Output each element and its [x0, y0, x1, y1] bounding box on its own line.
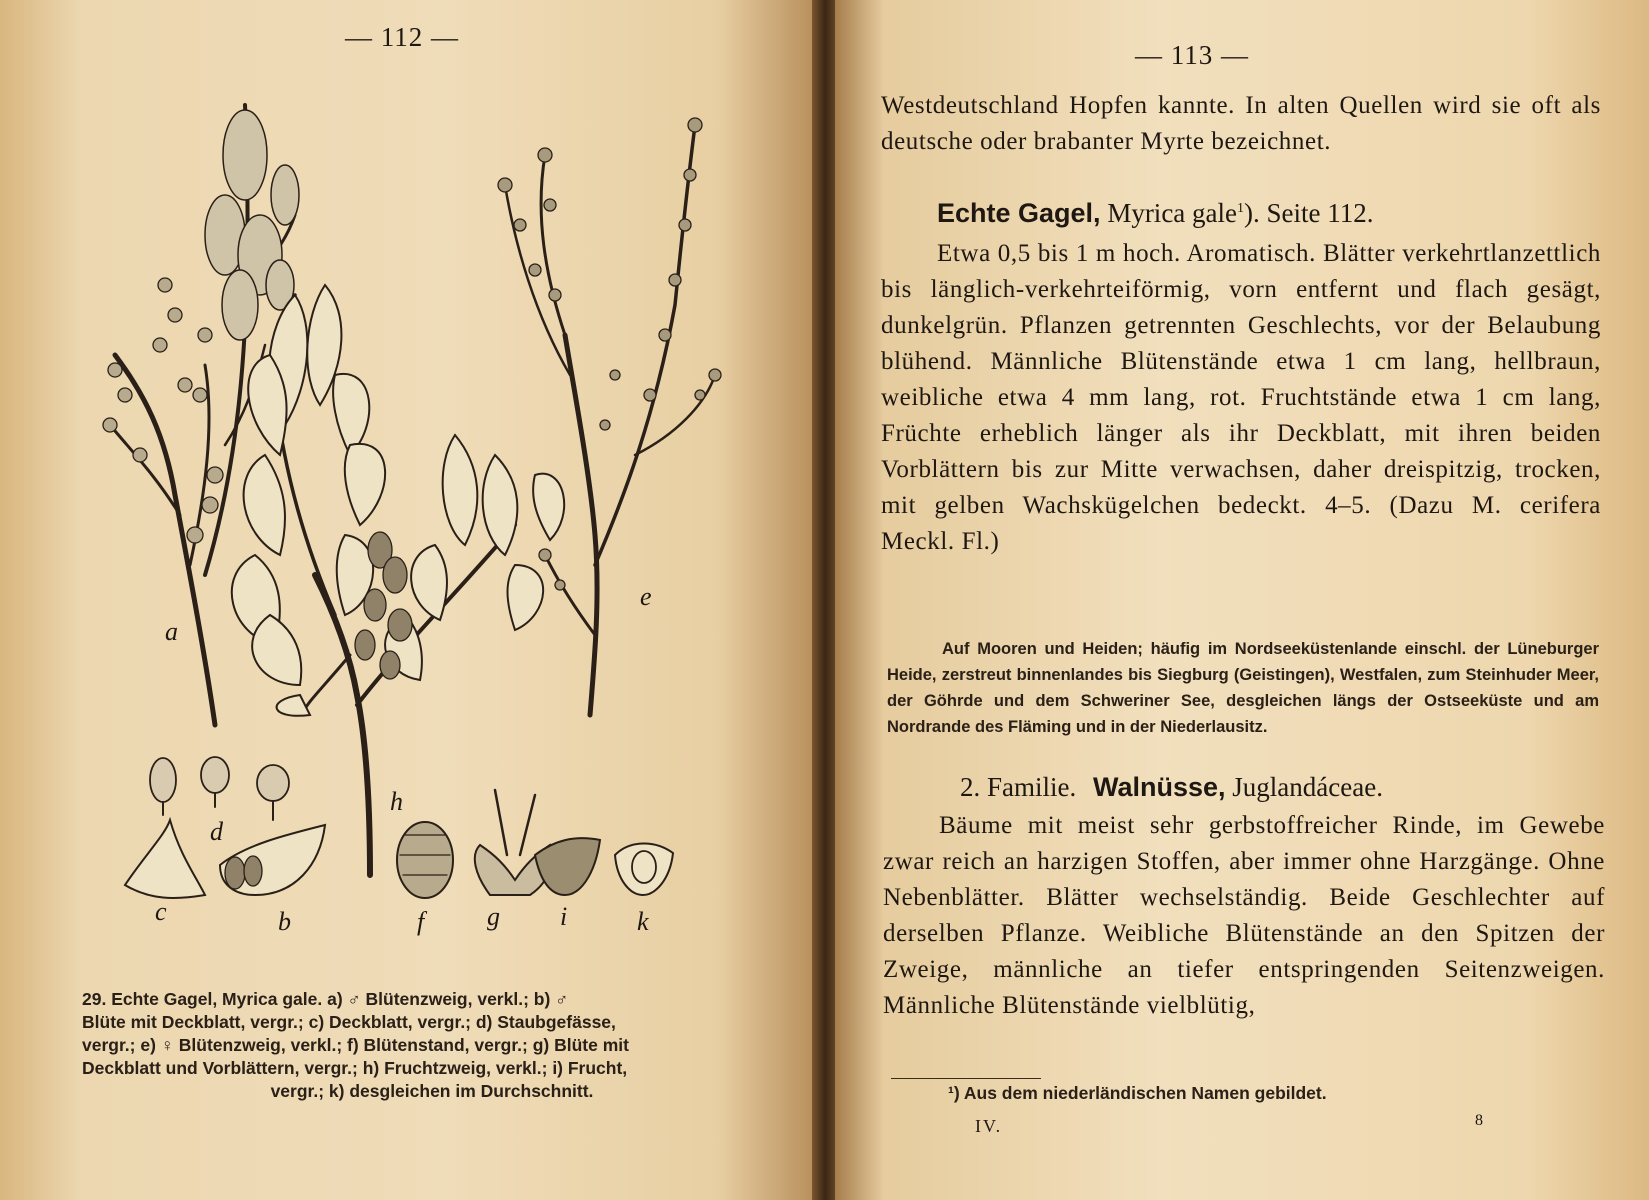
- myrica-gale-illustration: [95, 95, 775, 975]
- species-footnote-mark: 1: [1237, 201, 1244, 216]
- species-description: Etwa 0,5 bis 1 m hoch. Aromatisch. Blätter verkehrtlanzettlich bis länglich-verkehrteiförmig, vorn entfernt und flach gesägt, dunkelgrün. Pflanzen getrennten Geschlechts, vor der Belaubung blühend. Männliche Blütenstände etwa 1 cm lang, hellbraun, weibliche etwa 4 mm lang, rot. Fruchtstände etwa 1 cm lang, Früchte erheblich länger als ihr Deckblatt, mit ihren beiden Vorblättern bis zur Mitte verwachsen, daher dreispitzig, trocken, mit gelben Wachskügelchen bedeckt. 4–5. (Dazu M. cerifera Meckl. Fl.): [881, 240, 1601, 555]
- caption-line-1: 29. Echte Gagel, Myrica gale. a) ♂ Blütenzweig, verkl.; b) ♂: [82, 989, 569, 1009]
- figure-letter-b: b: [278, 907, 291, 936]
- caption-line-2: Blüte mit Deckblatt, vergr.; c) Deckblatt, vergr.; d) Staubgefässe,: [82, 1012, 616, 1032]
- figure-letter-k: k: [637, 907, 649, 936]
- figure-letter-e: e: [640, 582, 652, 611]
- figure-letter-a: a: [165, 617, 178, 646]
- figure-letter-i: i: [560, 902, 568, 931]
- page-number-left: — 112 —: [345, 22, 459, 52]
- distribution-note: Auf Mooren und Heiden; häufig im Nordseeküstenlande einschl. der Lüneburger Heide, zerstreut binnenlandes bis Siegburg (Geistingen), Westfalen, zum Steinhuder Meer, der Göhrde und dem Schweriner See, desgleichen längs der Ostseeküste und am Nordrande des Fläming und in der Niederlausitz.: [887, 640, 1599, 736]
- figure-caption: [82, 988, 782, 1103]
- footnote: ¹) Aus dem niederländischen Namen gebildet.: [948, 1083, 1327, 1103]
- species-name-bold: Echte Gagel,: [937, 198, 1101, 228]
- caption-line-4: Deckblatt und Vorblättern, vergr.; h) Fruchtzweig, verkl.; i) Frucht,: [82, 1058, 628, 1078]
- figure-letter-f: f: [417, 907, 425, 936]
- signature-mark: IV.: [975, 1116, 1003, 1136]
- intro-paragraph: Westdeutschland Hopfen kannte. In alten Quellen wird sie oft als deutsche oder brabanter Myrte bezeichnet.: [881, 92, 1601, 155]
- page-number-right: — 113 —: [1135, 40, 1249, 70]
- sheet-number: 8: [1475, 1112, 1483, 1129]
- caption-line-5: vergr.; k) desgleichen im Durchschnitt.: [270, 1081, 594, 1101]
- left-page: [0, 0, 815, 1200]
- family-description: Bäume mit meist sehr gerbstoffreicher Rinde, im Gewebe zwar reich an harzigen Stoffen, aber immer ohne Harzgänge. Ohne Nebenblätter. Blätter wechselständig. Beide Geschlechter auf derselben Pflanze. Weibliche Blütenstände an den Spitzen der Zweige, männliche an tiefer entspringenden Seitenzweigen. Männliche Blütenstände vielblütig,: [883, 812, 1605, 1019]
- family-name-latin: Juglandáceae.: [1232, 772, 1383, 802]
- family-number: 2. Familie.: [960, 772, 1077, 802]
- figure-letter-h: h: [390, 787, 403, 816]
- family-heading: [960, 772, 1383, 803]
- figure-letter-g: g: [487, 902, 500, 931]
- footnote-rule: [891, 1078, 1041, 1079]
- species-page-reference: ). Seite 112.: [1244, 198, 1374, 228]
- caption-line-3: vergr.; e) ♀ Blütenzweig, verkl.; f) Blütenstand, vergr.; g) Blüte mit: [82, 1035, 629, 1055]
- species-name-latin: Myrica gale: [1107, 198, 1237, 228]
- right-page: [835, 0, 1649, 1200]
- figure-letter-d: d: [210, 817, 223, 846]
- family-name-bold: Walnüsse,: [1093, 772, 1226, 802]
- species-heading: [937, 198, 1373, 229]
- figure-letter-c: c: [155, 897, 167, 926]
